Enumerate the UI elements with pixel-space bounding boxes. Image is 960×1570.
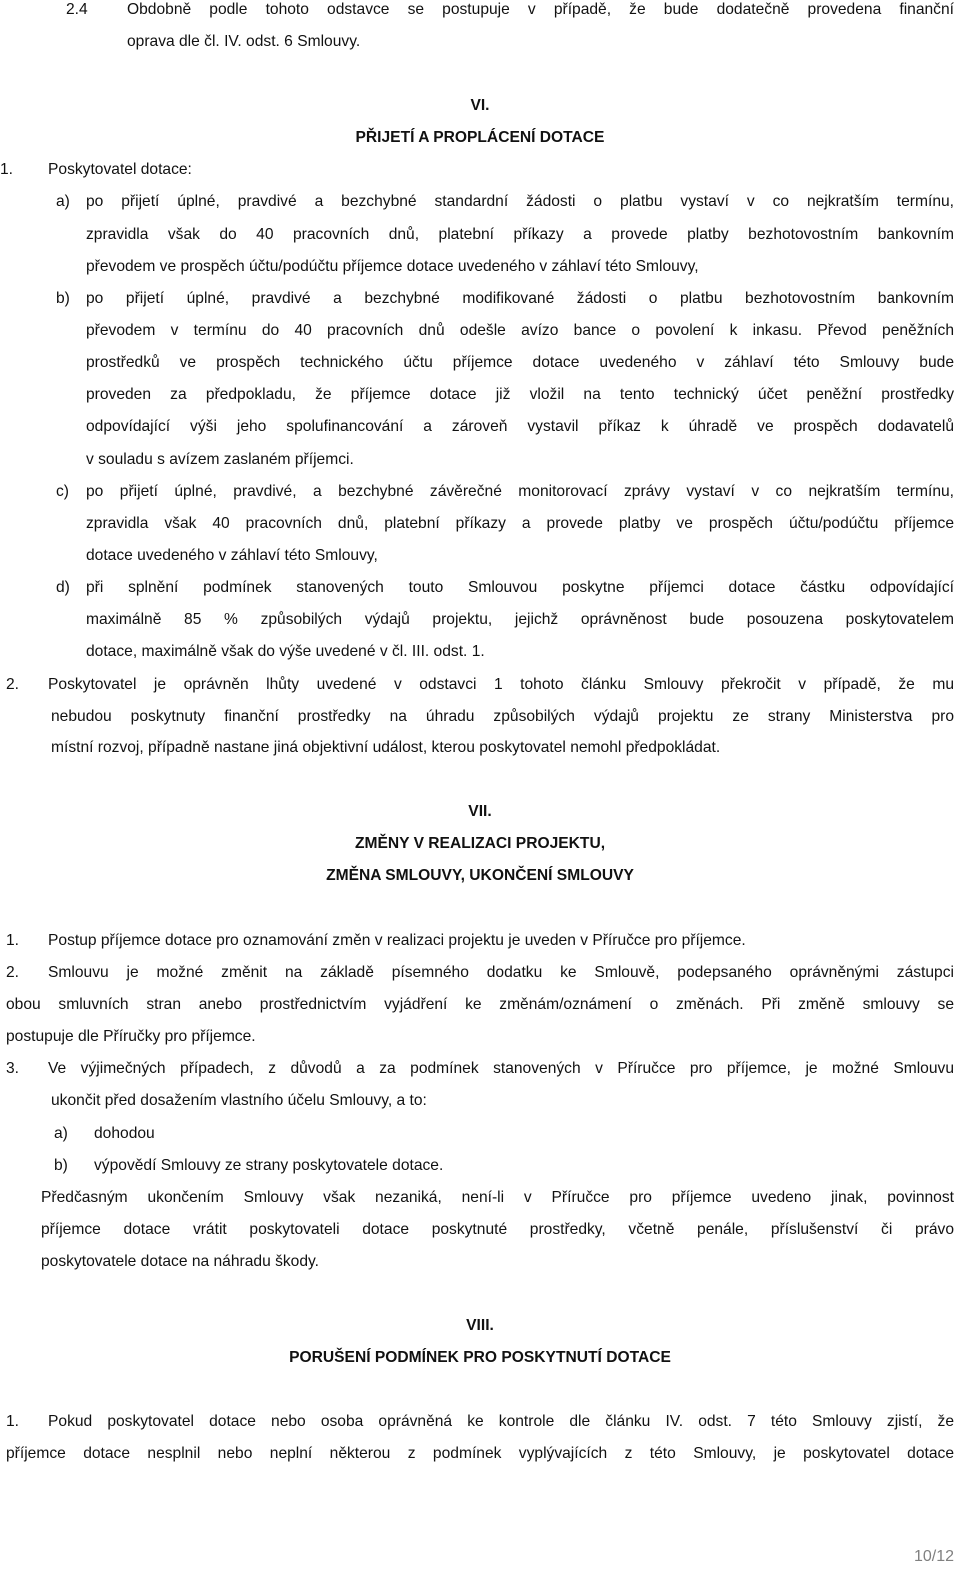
list-item-line: převodem ve prospěch účtu/podúčtu příjemce dotace uvedeného v záhlaví této Smlouvy, (86, 258, 699, 275)
paragraph-line: příjemce dotace vrátit poskytovateli dotace poskytnuté prostředky, včetně penále, příslušenství či právo (41, 1221, 954, 1238)
list-marker: b) (54, 1157, 68, 1174)
section-title: ZMĚNY V REALIZACI PROJEKTU, (354, 835, 606, 852)
paragraph-line: Ve výjimečných případech, z důvodů a za podmínek stanovených v Příručce pro příjemce, je možné Smlouvu (48, 1060, 954, 1077)
list-item-line: převodem v termínu do 40 pracovních dnů odešle avízo bance o povolení k inkasu. Převod peněžních (86, 322, 954, 339)
paragraph-line: Předčasným ukončením Smlouvy však nezaniká, není-li v Příručce pro příjemce uvedeno jinak, povinnost (41, 1189, 954, 1206)
list-item-line: zpravidla však 40 pracovních dnů, platební příkazy a provede platby ve prospěch účtu/podúčtu příjemce (86, 515, 954, 532)
paragraph-line: místní rozvoj, případně nastane jiná objektivní událost, kterou poskytovatel nemohl předpokládat. (51, 739, 721, 756)
paragraph-number: 2.4 (66, 1, 88, 18)
list-marker: d) (56, 579, 70, 596)
section-title: PORUŠENÍ PODMÍNEK PRO POSKYTNUTÍ DOTACE (289, 1349, 671, 1366)
list-marker: a) (56, 193, 70, 210)
paragraph-number: 3. (6, 1060, 20, 1077)
page-number: 10/12 (913, 1548, 954, 1565)
list-item-line: v souladu s avízem zaslaném příjemci. (86, 451, 354, 468)
paragraph-line: postupuje dle Příručky pro příjemce. (6, 1028, 256, 1045)
list-marker: a) (54, 1125, 68, 1142)
list-item-line: po přijetí úplné, pravdivé a bezchybné standardní žádosti o platbu vystaví v co nejkratším termínu, (86, 193, 954, 210)
list-item-line: prostředků ve prospěch technického účtu příjemce dotace uvedeného v záhlaví této Smlouvy bude (86, 354, 954, 371)
paragraph-line: Obdobně podle tohoto odstavce se postupuje v případě, že bude dodatečně provedena finanční (127, 1, 954, 18)
paragraph-line: oprava dle čl. IV. odst. 6 Smlouvy. (127, 33, 361, 50)
paragraph-line: Smlouvu je možné změnit na základě písemného dodatku ke Smlouvě, podepsaného oprávněnými zástupci (48, 964, 954, 981)
paragraph-number: 1. (6, 932, 20, 949)
paragraph-line: příjemce dotace nesplnil nebo neplní některou z podmínek vyplývajících z této Smlouvy, je poskytovatel dotace (6, 1445, 954, 1462)
list-item-line: výpovědí Smlouvy ze strany poskytovatele dotace. (94, 1157, 444, 1174)
paragraph-number: 1. (0, 161, 14, 178)
list-item-line: odpovídající výši jeho spolufinancování a zároveň vystavil příkaz k úhradě ve prospěch dodavatelů (86, 418, 954, 435)
section-title: ZMĚNA SMLOUVY, UKONČENÍ SMLOUVY (326, 867, 634, 884)
list-marker: b) (56, 290, 70, 307)
paragraph-line: obou smluvních stran anebo prostřednictvím vyjádření ke změnám/oznámení o změnách. Při změně smlouvy se (6, 996, 954, 1013)
paragraph-line: nebudou poskytnuty finanční prostředky na úhradu způsobilých výdajů projektu ze strany Ministerstva pro (51, 708, 954, 725)
paragraph-line: Postup příjemce dotace pro oznamování změn v realizaci projektu je uveden v Příručce pro příjemce. (48, 932, 746, 949)
list-item-line: dotace uvedeného v záhlaví této Smlouvy, (86, 547, 378, 564)
paragraph-line: Poskytovatel dotace: (48, 161, 192, 178)
paragraph-number: 2. (6, 676, 20, 693)
list-item-line: dohodou (94, 1125, 155, 1142)
list-marker: c) (56, 483, 69, 500)
list-item-line: dotace, maximálně však do výše uvedené v čl. III. odst. 1. (86, 643, 485, 660)
paragraph-number: 1. (6, 1413, 20, 1430)
paragraph-line: poskytovatele dotace na náhradu škody. (41, 1253, 319, 1270)
paragraph-number: 2. (6, 964, 20, 981)
paragraph-line: Poskytovatel je oprávněn lhůty uvedené v odstavci 1 tohoto článku Smlouvy překročit v případě, že mu (48, 676, 954, 693)
list-item-line: proveden za předpokladu, že příjemce dotace již vložil na tento technický účet peněžní prostředky (86, 386, 954, 403)
section-number: VIII. (466, 1317, 494, 1334)
list-item-line: při splnění podmínek stanovených touto Smlouvou poskytne příjemci dotace částku odpovídající (86, 579, 954, 596)
section-number: VII. (468, 803, 492, 820)
paragraph-line: Pokud poskytovatel dotace nebo osoba oprávněná ke kontrole dle článku IV. odst. 7 této Smlouvy zjistí, že (48, 1413, 954, 1430)
paragraph-line: ukončit před dosažením vlastního účelu Smlouvy, a to: (51, 1092, 427, 1109)
list-item-line: po přijetí úplné, pravdivé, a bezchybné závěrečné monitorovací zprávy vystaví v co nejkratším termínu, (86, 483, 954, 500)
section-title: PŘIJETÍ A PROPLÁCENÍ DOTACE (355, 129, 605, 146)
list-item-line: po přijetí úplné, pravdivé a bezchybné modifikované žádosti o platbu bezhotovostním bankovním (86, 290, 954, 307)
list-item-line: maximálně 85 % způsobilých výdajů projektu, jejichž oprávněnost bude posouzena poskytovatelem (86, 611, 954, 628)
section-number: VI. (470, 97, 490, 114)
list-item-line: zpravidla však do 40 pracovních dnů, platební příkazy a provede platby bezhotovostním bankovním (86, 226, 954, 243)
